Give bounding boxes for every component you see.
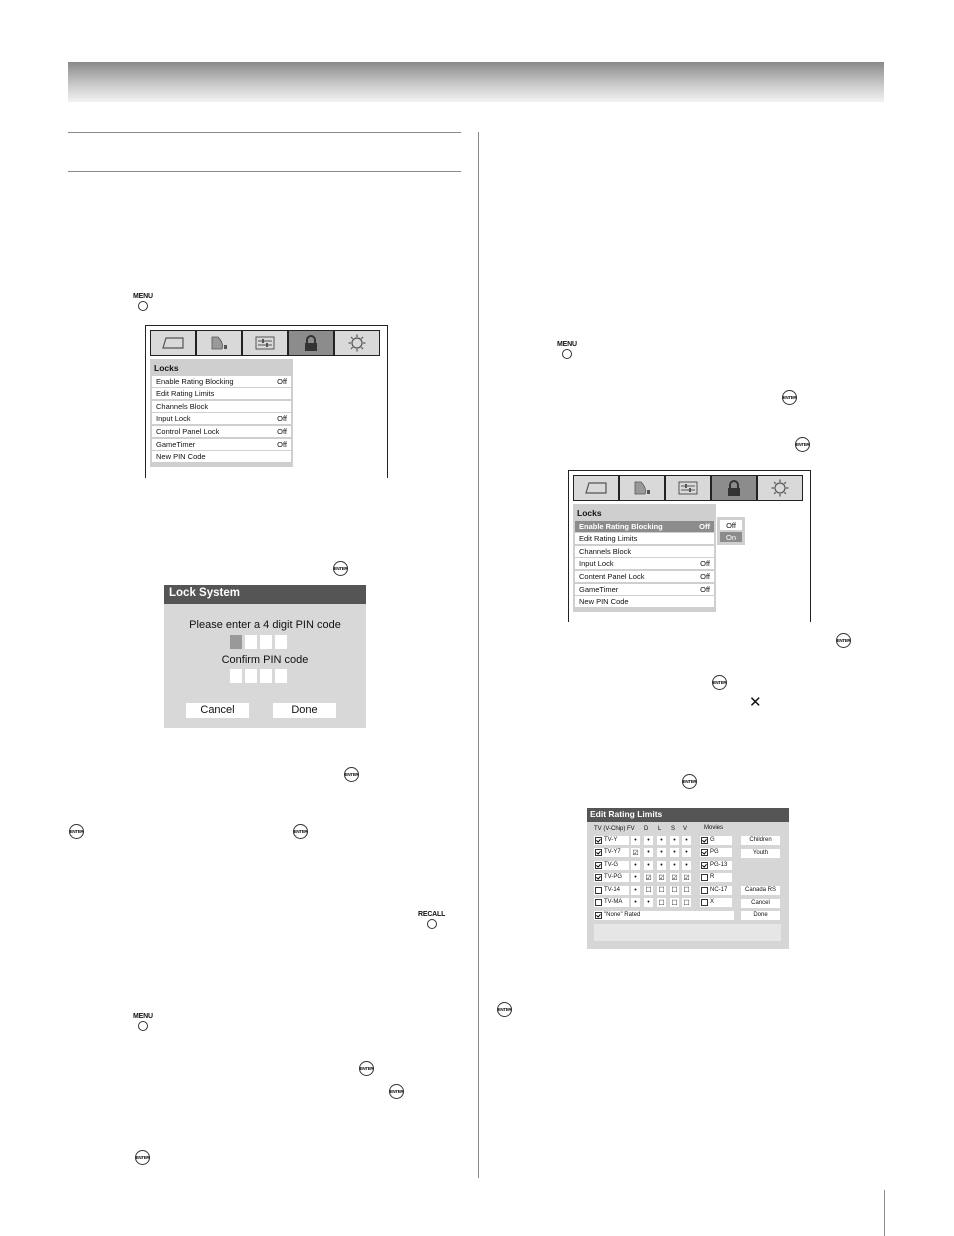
- menu-item-gametimer[interactable]: GameTimer Off: [575, 584, 714, 595]
- confirm-pin-label: Confirm PIN code: [221, 654, 309, 666]
- content-cell-d[interactable]: ☑: [645, 874, 652, 882]
- tv-vchip-header: TV (V-Chip) FV: [594, 826, 635, 832]
- menu-item-input-lock[interactable]: Input Lock Off: [575, 558, 714, 569]
- content-cell-s[interactable]: ☐: [671, 887, 678, 895]
- content-cell-fv[interactable]: •: [631, 873, 640, 882]
- checkbox[interactable]: [595, 849, 602, 856]
- section-rule-bottom: [68, 171, 461, 172]
- menu-item-new-pin-code[interactable]: New PIN Code: [575, 596, 714, 607]
- enter-button-icon: ENTER: [359, 1061, 374, 1076]
- lock-icon: [712, 476, 756, 500]
- pin-digit[interactable]: [275, 669, 287, 683]
- movie-rating-item[interactable]: PG-13: [700, 861, 732, 870]
- tv-rating-item[interactable]: TV-Y: [594, 836, 629, 845]
- edit-rating-limits-screen: [587, 808, 789, 949]
- enter-button-icon: ENTER: [344, 767, 359, 782]
- done-button[interactable]: Done: [273, 703, 336, 718]
- menu-tab-bar: [573, 475, 803, 501]
- checkbox[interactable]: [595, 874, 602, 881]
- pin-digit[interactable]: [275, 635, 287, 649]
- pin-digit[interactable]: [230, 669, 242, 683]
- content-cell-fv[interactable]: •: [631, 898, 640, 907]
- locks-menu-screen-right: [568, 470, 811, 622]
- menu-item-channels-block[interactable]: Channels Block: [575, 546, 714, 557]
- enter-button-icon: ENTER: [69, 824, 84, 839]
- content-cell-d[interactable]: ☐: [645, 887, 652, 895]
- pin-entry[interactable]: [230, 635, 290, 654]
- menu-item-channels-block[interactable]: Channels Block: [152, 401, 291, 412]
- content-cell-v[interactable]: •: [682, 836, 691, 845]
- pin-digit[interactable]: [260, 635, 272, 649]
- menu-tab-bar: [150, 330, 380, 356]
- checkbox[interactable]: [701, 837, 708, 844]
- content-cell-s[interactable]: ☐: [671, 899, 678, 907]
- locks-menu-panel: [573, 504, 716, 612]
- content-cell-fv[interactable]: •: [631, 861, 640, 870]
- enter-button-icon: ENTER: [333, 561, 348, 576]
- col-s-header: S: [671, 826, 676, 832]
- content-cell-l[interactable]: ☐: [658, 899, 665, 907]
- enter-button-icon: ENTER: [293, 824, 308, 839]
- enter-button-icon: ENTER: [135, 1150, 150, 1165]
- col-v-header: V: [683, 826, 688, 832]
- confirm-pin-entry[interactable]: [230, 669, 290, 688]
- menu-button-icon: MENU: [133, 1013, 153, 1031]
- canada-rs-button[interactable]: Canada RS: [741, 886, 780, 895]
- checkbox[interactable]: [701, 899, 708, 906]
- section-rule-top: [68, 132, 461, 133]
- edit-rating-limits-title: Edit Rating Limits: [587, 808, 789, 822]
- tv-rating-item[interactable]: TV-PG: [594, 873, 629, 882]
- close-icon: ✕: [749, 694, 762, 711]
- enter-button-icon: ENTER: [497, 1002, 512, 1017]
- content-cell-v[interactable]: ☐: [683, 887, 690, 895]
- content-cell-v[interactable]: •: [682, 848, 691, 857]
- audio-icon: [620, 476, 664, 500]
- content-cell-l[interactable]: •: [657, 861, 666, 870]
- preferences-icon: [758, 476, 802, 500]
- locks-menu-title: Locks: [154, 363, 179, 373]
- content-cell-l[interactable]: •: [657, 836, 666, 845]
- content-cell-s[interactable]: ☑: [671, 874, 678, 882]
- content-cell-v[interactable]: ☑: [683, 874, 690, 882]
- lock-icon: [289, 331, 333, 355]
- tv-rating-item[interactable]: TV-G: [594, 861, 629, 870]
- cancel-button[interactable]: Cancel: [186, 703, 249, 718]
- done-button[interactable]: Done: [741, 911, 780, 920]
- setup-icon: [243, 331, 287, 355]
- content-cell-s[interactable]: •: [670, 848, 679, 857]
- checkbox[interactable]: [595, 862, 602, 869]
- content-cell-d[interactable]: •: [644, 836, 653, 845]
- locks-menu-title: Locks: [577, 508, 602, 518]
- cancel-button[interactable]: Cancel: [741, 899, 780, 908]
- checkbox[interactable]: [595, 887, 602, 894]
- content-cell-d[interactable]: •: [644, 898, 653, 907]
- pin-digit[interactable]: [245, 669, 257, 683]
- content-cell-s[interactable]: •: [670, 836, 679, 845]
- picture-icon: [574, 476, 618, 500]
- locks-menu-panel: [150, 359, 293, 467]
- tv-rating-item[interactable]: TV-Y7: [594, 848, 629, 857]
- movie-rating-item[interactable]: X: [700, 898, 732, 907]
- content-cell-fv[interactable]: ☑: [632, 849, 639, 857]
- enter-button-icon: ENTER: [389, 1084, 404, 1099]
- pin-digit[interactable]: [245, 635, 257, 649]
- menu-button-icon: MENU: [133, 293, 153, 311]
- movies-header: Movies: [704, 825, 724, 831]
- movie-rating-item[interactable]: PG: [700, 848, 732, 857]
- lock-system-dialog: [164, 585, 366, 728]
- menu-item-content-panel-lock[interactable]: Content Panel Lock Off: [575, 571, 714, 582]
- checkbox[interactable]: [701, 874, 708, 881]
- col-l-header: L: [658, 826, 662, 832]
- menu-item-control-panel-lock[interactable]: Control Panel Lock Off: [152, 426, 291, 437]
- checkbox[interactable]: [701, 887, 708, 894]
- checkbox[interactable]: [595, 837, 602, 844]
- menu-item-edit-rating-limits[interactable]: Edit Rating Limits: [152, 388, 291, 399]
- movie-rating-item[interactable]: NC-17: [700, 886, 732, 895]
- column-divider: [478, 132, 479, 1178]
- chapter-header-bar: [68, 62, 884, 102]
- col-d-header: D: [644, 826, 649, 832]
- audio-icon: [197, 331, 241, 355]
- content-cell-d[interactable]: •: [644, 861, 653, 870]
- option-on[interactable]: On: [720, 532, 742, 542]
- content-cell-l[interactable]: ☐: [658, 887, 665, 895]
- enter-button-icon: ENTER: [836, 633, 851, 648]
- menu-item-gametimer[interactable]: GameTimer Off: [152, 439, 291, 450]
- movie-rating-item[interactable]: G: [700, 836, 732, 845]
- content-cell-fv[interactable]: •: [631, 836, 640, 845]
- help-bar: [594, 924, 781, 941]
- enter-button-icon: ENTER: [712, 675, 727, 690]
- menu-item-enable-rating-blocking[interactable]: Enable Rating Blocking Off: [152, 376, 291, 387]
- enter-button-icon: ENTER: [795, 437, 810, 452]
- checkbox[interactable]: [595, 912, 602, 919]
- menu-item-enable-rating-blocking[interactable]: Enable Rating Blocking Off: [575, 521, 714, 532]
- picture-icon: [151, 331, 195, 355]
- content-cell-d[interactable]: •: [644, 848, 653, 857]
- tv-rating-item[interactable]: TV-MA: [594, 898, 629, 907]
- content-cell-l[interactable]: ☑: [658, 874, 665, 882]
- content-cell-l[interactable]: •: [657, 848, 666, 857]
- content-cell-s[interactable]: •: [670, 861, 679, 870]
- tv-rating-item[interactable]: TV-14: [594, 886, 629, 895]
- recall-button-icon: RECALL: [418, 911, 445, 929]
- content-cell-fv[interactable]: •: [631, 886, 640, 895]
- menu-item-input-lock[interactable]: Input Lock Off: [152, 413, 291, 424]
- checkbox[interactable]: [595, 899, 602, 906]
- menu-item-new-pin-code[interactable]: New PIN Code: [152, 451, 291, 462]
- preferences-icon: [335, 331, 379, 355]
- movie-rating-item[interactable]: R: [700, 873, 732, 882]
- content-cell-v[interactable]: •: [682, 861, 691, 870]
- youth-button[interactable]: Youth: [741, 849, 780, 858]
- setup-icon: [666, 476, 710, 500]
- none-rated-item[interactable]: "None" Rated: [594, 911, 734, 920]
- enter-button-icon: ENTER: [782, 390, 797, 405]
- option-off[interactable]: Off: [720, 520, 742, 530]
- children-button[interactable]: Children: [741, 836, 780, 845]
- page-edge-rule: [884, 1190, 885, 1236]
- content-cell-v[interactable]: ☐: [683, 899, 690, 907]
- checkbox[interactable]: [701, 862, 708, 869]
- pin-prompt: Please enter a 4 digit PIN code: [189, 619, 341, 631]
- locks-menu-screen-left: [145, 325, 388, 478]
- menu-item-edit-rating-limits[interactable]: Edit Rating Limits: [575, 533, 714, 544]
- lock-system-title: Lock System: [164, 585, 366, 604]
- rating-blocking-options: [717, 517, 745, 545]
- enter-button-icon: ENTER: [682, 774, 697, 789]
- checkbox[interactable]: [701, 849, 708, 856]
- pin-digit[interactable]: [260, 669, 272, 683]
- pin-digit[interactable]: [230, 635, 242, 649]
- menu-button-icon: MENU: [557, 341, 577, 359]
